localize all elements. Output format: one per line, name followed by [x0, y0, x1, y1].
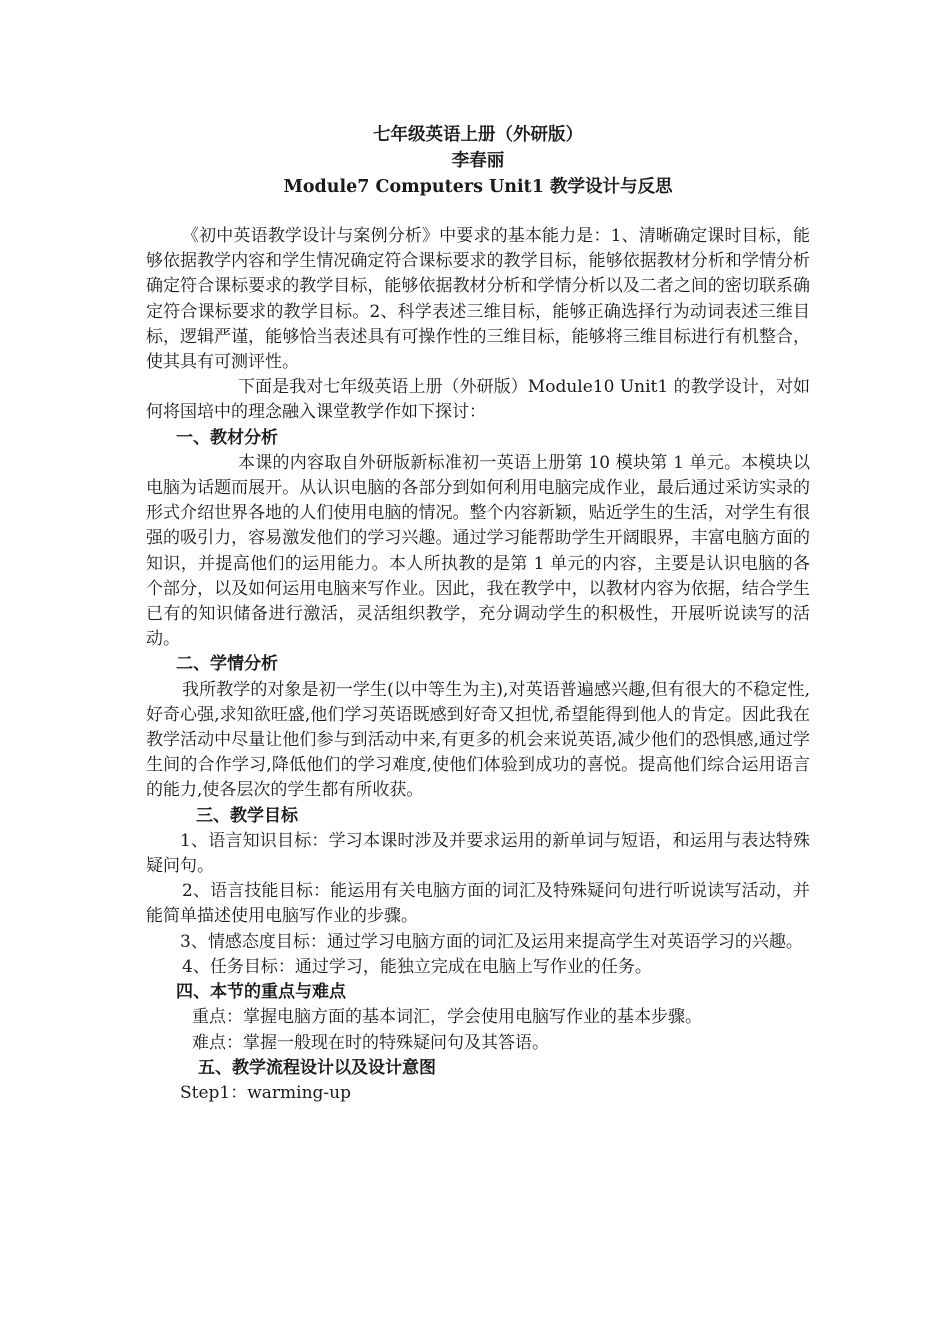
section-heading-key-points: 四、本节的重点与难点	[176, 982, 346, 1003]
author-name: 李春丽	[451, 151, 505, 171]
difficult-point: 难点：掌握一般现在时的特殊疑问句及其答语。	[192, 1032, 549, 1053]
document-page	[146, 122, 810, 1106]
section-heading-students: 二、学情分析	[176, 654, 278, 675]
intro-paragraph-2: 下面是我对七年级英语上册（外研版）Module10 Unit1 的教学设计，对如何将国培中的理念融入课堂教学作如下探讨：	[146, 377, 810, 423]
key-point: 重点：掌握电脑方面的基本词汇，学会使用电脑写作业的基本步骤。	[192, 1007, 702, 1028]
intro-paragraph: 《初中英语教学设计与案例分析》中要求的基本能力是：1、清晰确定课时目标，能够依据教学内容和学生情况确定符合课标要求的教学目标，能够依据教材分析和学情分析确定符合课标要求的教学目标，能够依据教材分析和学情分析以及二者之间的密切联系确定符合课标要求的教学目标。2、科学表述三维目标，能够正确选择行为动词表述三维目标，逻辑严谨，能够恰当表述具有可操作性的三维目标，能够将三维目标进行有机整合，使其具有可测评性。	[146, 226, 810, 373]
materials-paragraph: 本课的内容取自外研版新标准初一英语上册第 10 模块第 1 单元。本模块以电脑为话题而展开。从认识电脑的各部分到如何利用电脑完成作业，最后通过采访实录的形式介绍世界各地的人们使用电脑的情况。整个内容新颖，贴近学生的生活，对学生有很强的吸引力，容易激发他们的学习兴趣。通过学习能帮助学生开阔眼界，丰富电脑方面的知识，并提高他们的运用能力。本人所执教的是第 1 单元的内容，主要是认识电脑的各个部分，以及如何运用电脑来写作业。因此，我在教学中，以教材内容为依据，结合学生已有的知识储备进行激活，灵活组织教学，充分调动学生的积极性，开展听说读写的活动。	[146, 452, 810, 650]
goal-knowledge: 1、语言知识目标：学习本课时涉及并要求运用的新单词与短语，和运用与表达特殊疑问句。	[146, 830, 810, 877]
goal-attitude: 3、情感态度目标：通过学习电脑方面的词汇及运用来提高学生对英语学习的兴趣。	[180, 931, 803, 952]
section-heading-materials: 一、教材分析	[176, 427, 278, 448]
section-heading-process: 五、教学流程设计以及设计意图	[198, 1057, 436, 1078]
spacer	[146, 200, 810, 224]
students-paragraph: 我所教学的对象是初一学生(以中等生为主),对英语普遍感兴趣,但有很大的不稳定性,好奇心强,求知欲旺盛,他们学习英语既感到好奇又担忧,希望能得到他人的肯定。因此我在教学活动中尽量让他们参与到活动中来,有更多的机会来说英语,减少他们的恐惧感,通过学生间的合作学习,降低他们的学习难度,使他们体验到成功的喜悦。提高他们综合运用语言的能力,使各层次的学生都有所收获。	[146, 679, 810, 801]
step-1: Step1：warming-up	[180, 1082, 352, 1103]
goal-skills: 2、语言技能目标：能运用有关电脑方面的词汇及特殊疑问句进行听说读写活动，并能简单描述使用电脑写作业的步骤。	[146, 881, 810, 927]
document-subtitle: Module7 Computers Unit1 教学设计与反思	[283, 177, 673, 197]
section-heading-goals: 三、教学目标	[196, 805, 298, 826]
document-title: 七年级英语上册（外研版）	[373, 125, 583, 145]
goal-task: 4、任务目标：通过学习，能独立完成在电脑上写作业的任务。	[182, 956, 652, 977]
